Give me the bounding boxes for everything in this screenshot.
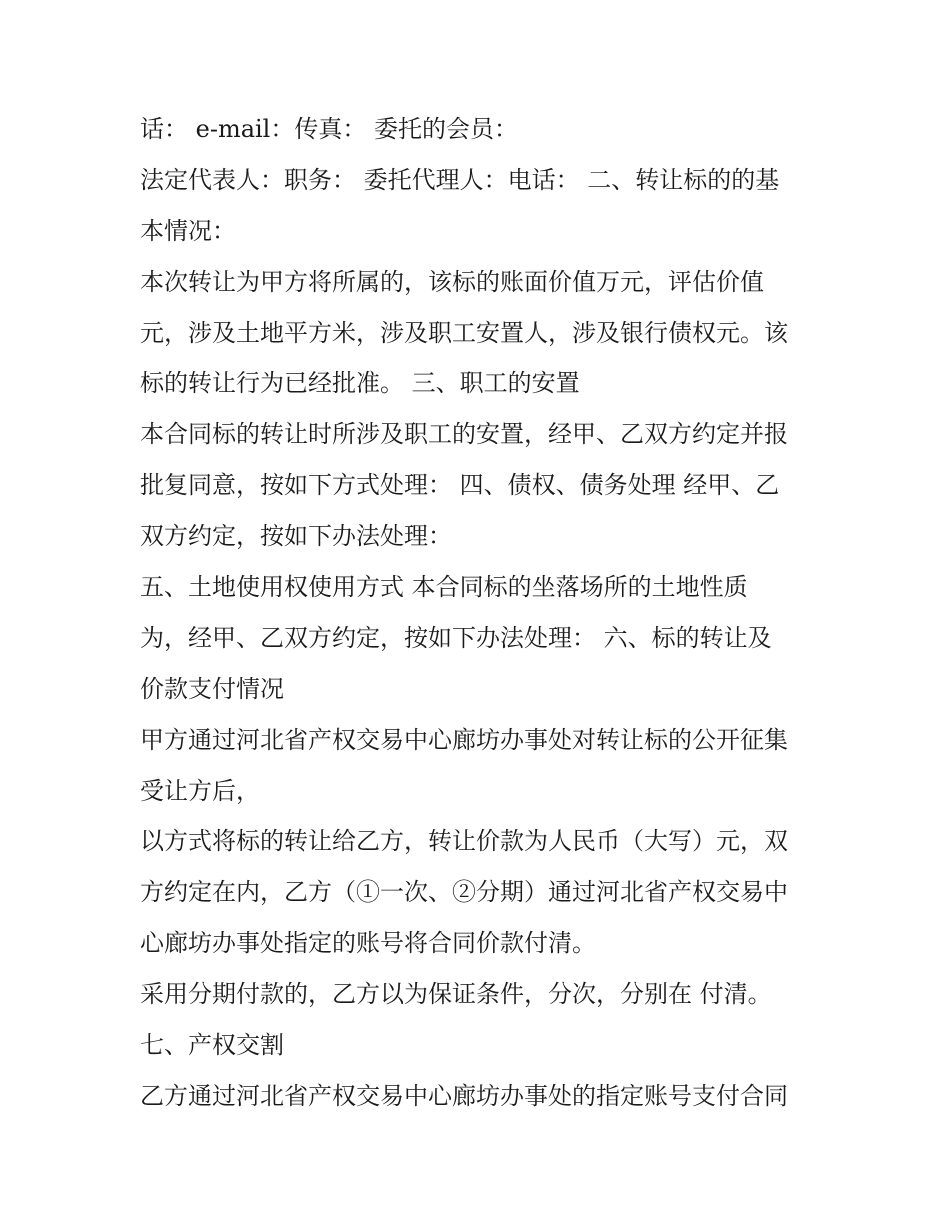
text-line: 五、土地使用权使用方式 本合同标的坐落场所的土地性质 xyxy=(140,573,748,602)
text-line: 方约定在内，乙方（①一次、②分期）通过河北省产权交易中 xyxy=(140,878,788,907)
text-line: 乙方通过河北省产权交易中心廊坊办事处的指定账号支付合同 xyxy=(140,1081,788,1110)
text-line: 七、产权交割 xyxy=(140,1031,284,1060)
text-line: 本合同标的转让时所涉及职工的安置，经甲、乙双方约定并报 xyxy=(140,420,788,449)
text-line: 心廊坊办事处指定的账号将合同价款付清。 xyxy=(140,929,596,958)
document-body xyxy=(140,104,830,1122)
text-line: 法定代表人：职务： 委托代理人：电话： 二、转让标的的基 xyxy=(140,165,780,194)
text-line: 批复同意，按如下方式处理： 四、债权、债务处理 经甲、乙 xyxy=(140,471,780,500)
text-line: 甲方通过河北省产权交易中心廊坊办事处对转让标的公开征集 xyxy=(140,725,788,754)
text-line: 话： e-mail：传真： 委托的会员： xyxy=(140,115,518,143)
text-line: 以方式将标的转让给乙方，转让价款为人民币（大写）元，双 xyxy=(140,827,788,856)
text-line: 受让方后， xyxy=(140,776,260,805)
text-line: 元，涉及土地平方米，涉及职工安置人，涉及银行债权元。该 xyxy=(140,318,788,347)
text-line: 标的转让行为已经批准。 三、职工的安置 xyxy=(140,369,580,398)
text-line: 为，经甲、乙双方约定，按如下办法处理： 六、标的转让及 xyxy=(140,623,772,652)
text-line: 本情况： xyxy=(140,216,236,245)
text-line: 本次转让为甲方将所属的，该标的账面价值万元，评估价值 xyxy=(140,267,764,296)
text-line: 价款支付情况 xyxy=(140,674,284,703)
text-line: 采用分期付款的，乙方以为保证条件，分次，分别在 付清。 xyxy=(140,980,772,1009)
text-line: 双方约定，按如下办法处理： xyxy=(140,522,452,551)
